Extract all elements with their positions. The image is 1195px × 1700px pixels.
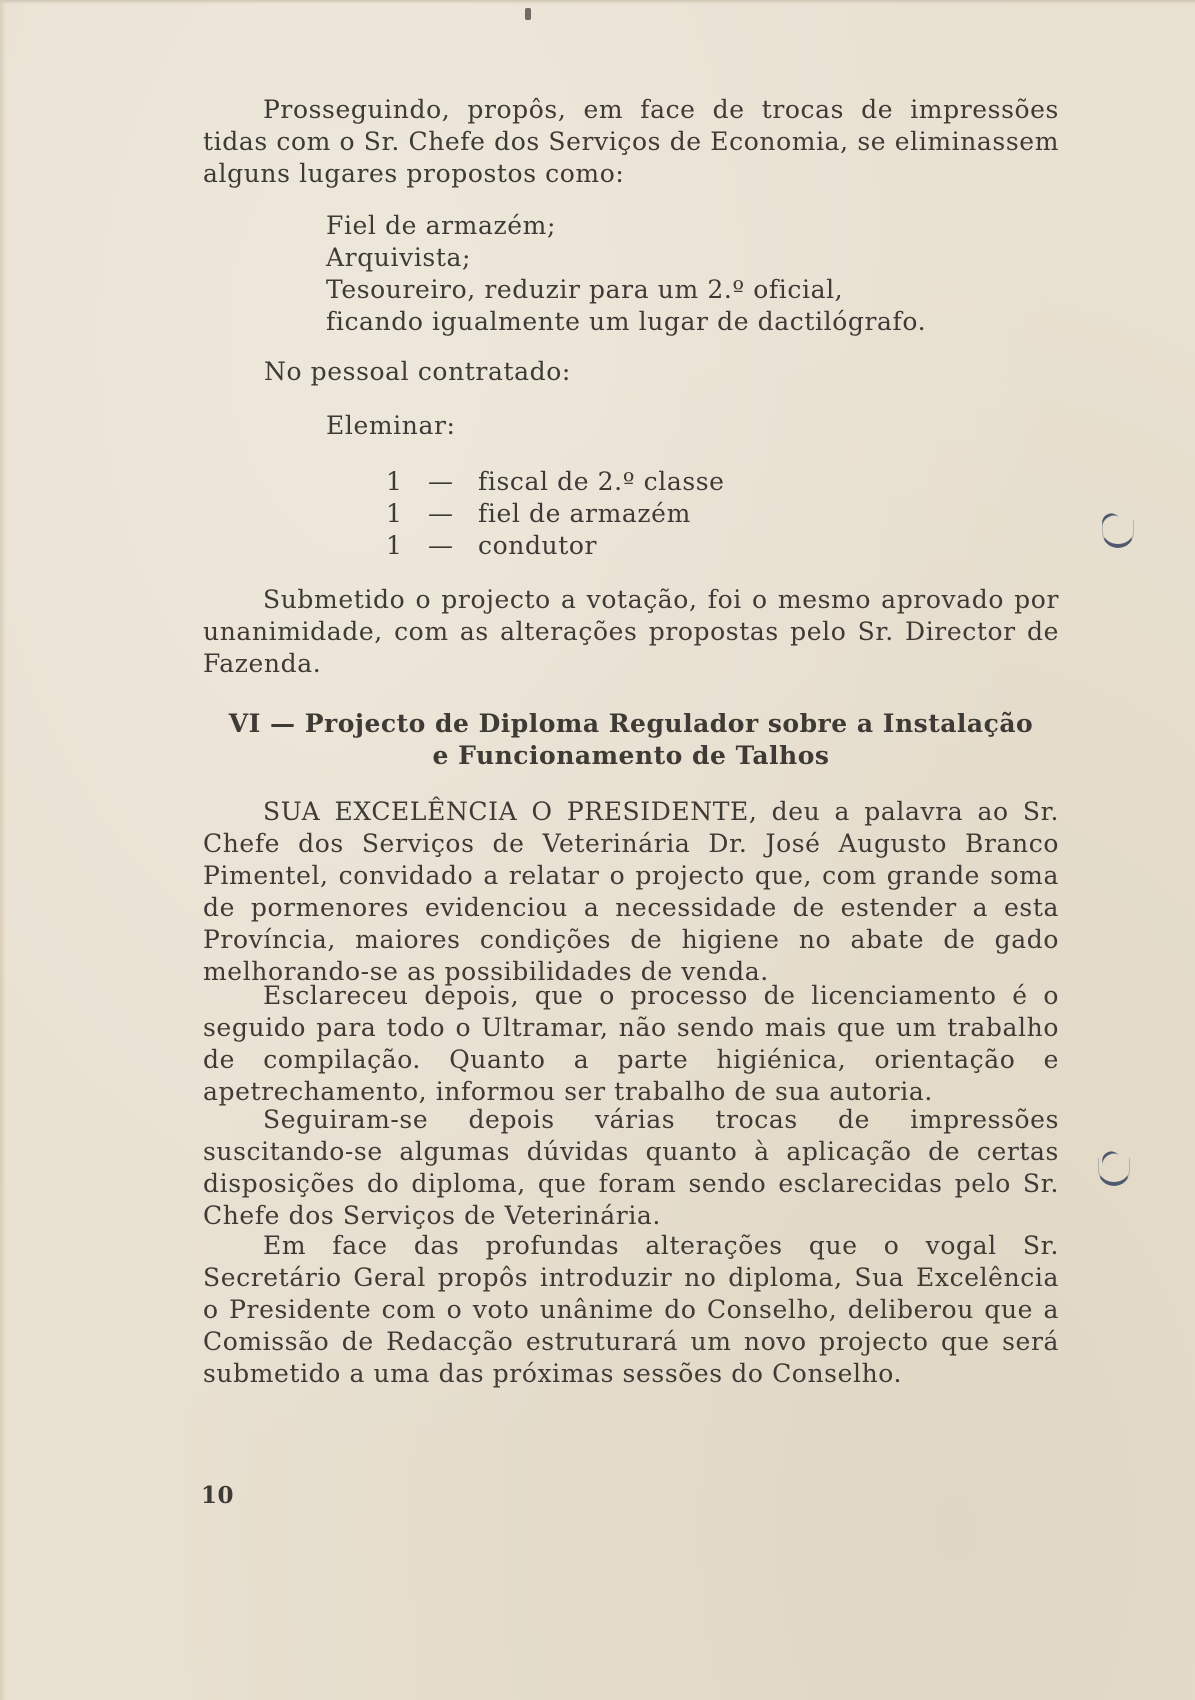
item-quantity: 1 (386, 467, 403, 496)
item-name: fiscal de 2.º classe (478, 467, 725, 496)
item-name: fiel de armazém (478, 499, 691, 528)
page-left-edge (0, 0, 6, 1700)
paragraph-president: SUA EXCELÊNCIA O PRESIDENTE, deu a palavra ao Sr. Chefe dos Serviços de Veterinária Dr. José Augusto Branco Pimentel, convidado a relatar o projecto que, com grande soma de pormenores evidenciou a necessidade de estender a esta Província, maiores condições de higiene no abate de gado melhorando-se as possibilidades de venda. (203, 797, 1059, 986)
list-item: Fiel de armazém; (326, 211, 556, 240)
eliminate-label: Eleminar: (326, 411, 456, 440)
paragraph-proposal: Prosseguindo, propôs, em face de trocas de impressões tidas com o Sr. Chefe dos Serviços de Economia, se eliminassem alguns lugares propostos como: (203, 95, 1059, 188)
list-item (386, 466, 725, 498)
list-item (386, 498, 725, 530)
section-heading-line: e Funcionamento de Talhos (432, 741, 830, 770)
item-quantity: 1 (386, 499, 403, 528)
list-item: ficando igualmente um lugar de dactilógrafo. (326, 307, 927, 336)
paragraph-vote: Submetido o projecto a votação, foi o mesmo aprovado por unanimidade, com as alterações propostas pelo Sr. Director de Fazenda. (203, 585, 1059, 678)
paragraph-clarified: Esclareceu depois, que o processo de licenciamento é o seguido para todo o Ultramar, não sendo mais que um trabalho de compilação. Quanto a parte higiénica, orientação e apetrechamento, informou ser trabalho de sua autoria. (203, 981, 1059, 1106)
item-dash: — (428, 467, 454, 496)
paragraph-exchanges: Seguiram-se depois várias trocas de impressões suscitando-se algumas dúvidas quanto à aplicação de certas disposições do diploma, que foram sendo esclarecidas pelo Sr. Chefe dos Serviços de Veterinária. (203, 1105, 1059, 1230)
contracted-staff-line: No pessoal contratado: (264, 357, 571, 386)
list-item: Arquivista; (326, 243, 472, 272)
eliminate-list (386, 466, 725, 562)
positions-list (326, 210, 926, 338)
section-heading-line: VI — Projecto de Diploma Regulador sobre a Instalação (228, 709, 1034, 738)
item-dash: — (428, 531, 454, 560)
item-quantity: 1 (386, 531, 403, 560)
section-heading (203, 708, 1059, 772)
page-number: 10 (201, 1482, 235, 1509)
item-name: condutor (478, 531, 598, 560)
item-dash: — (428, 499, 454, 528)
page-top-edge (0, 0, 1195, 4)
paragraph-commission: Em face das profundas alterações que o vogal Sr. Secretário Geral propôs introduzir no diploma, Sua Excelência o Presidente com o voto unânime do Conselho, deliberou que a Comissão de Redacção estruturará um novo projecto que será submetido a uma das próximas sessões do Conselho. (203, 1231, 1059, 1388)
ink-mark (525, 8, 531, 20)
list-item: Tesoureiro, reduzir para um 2.º oficial, (326, 275, 844, 304)
list-item (386, 530, 725, 562)
